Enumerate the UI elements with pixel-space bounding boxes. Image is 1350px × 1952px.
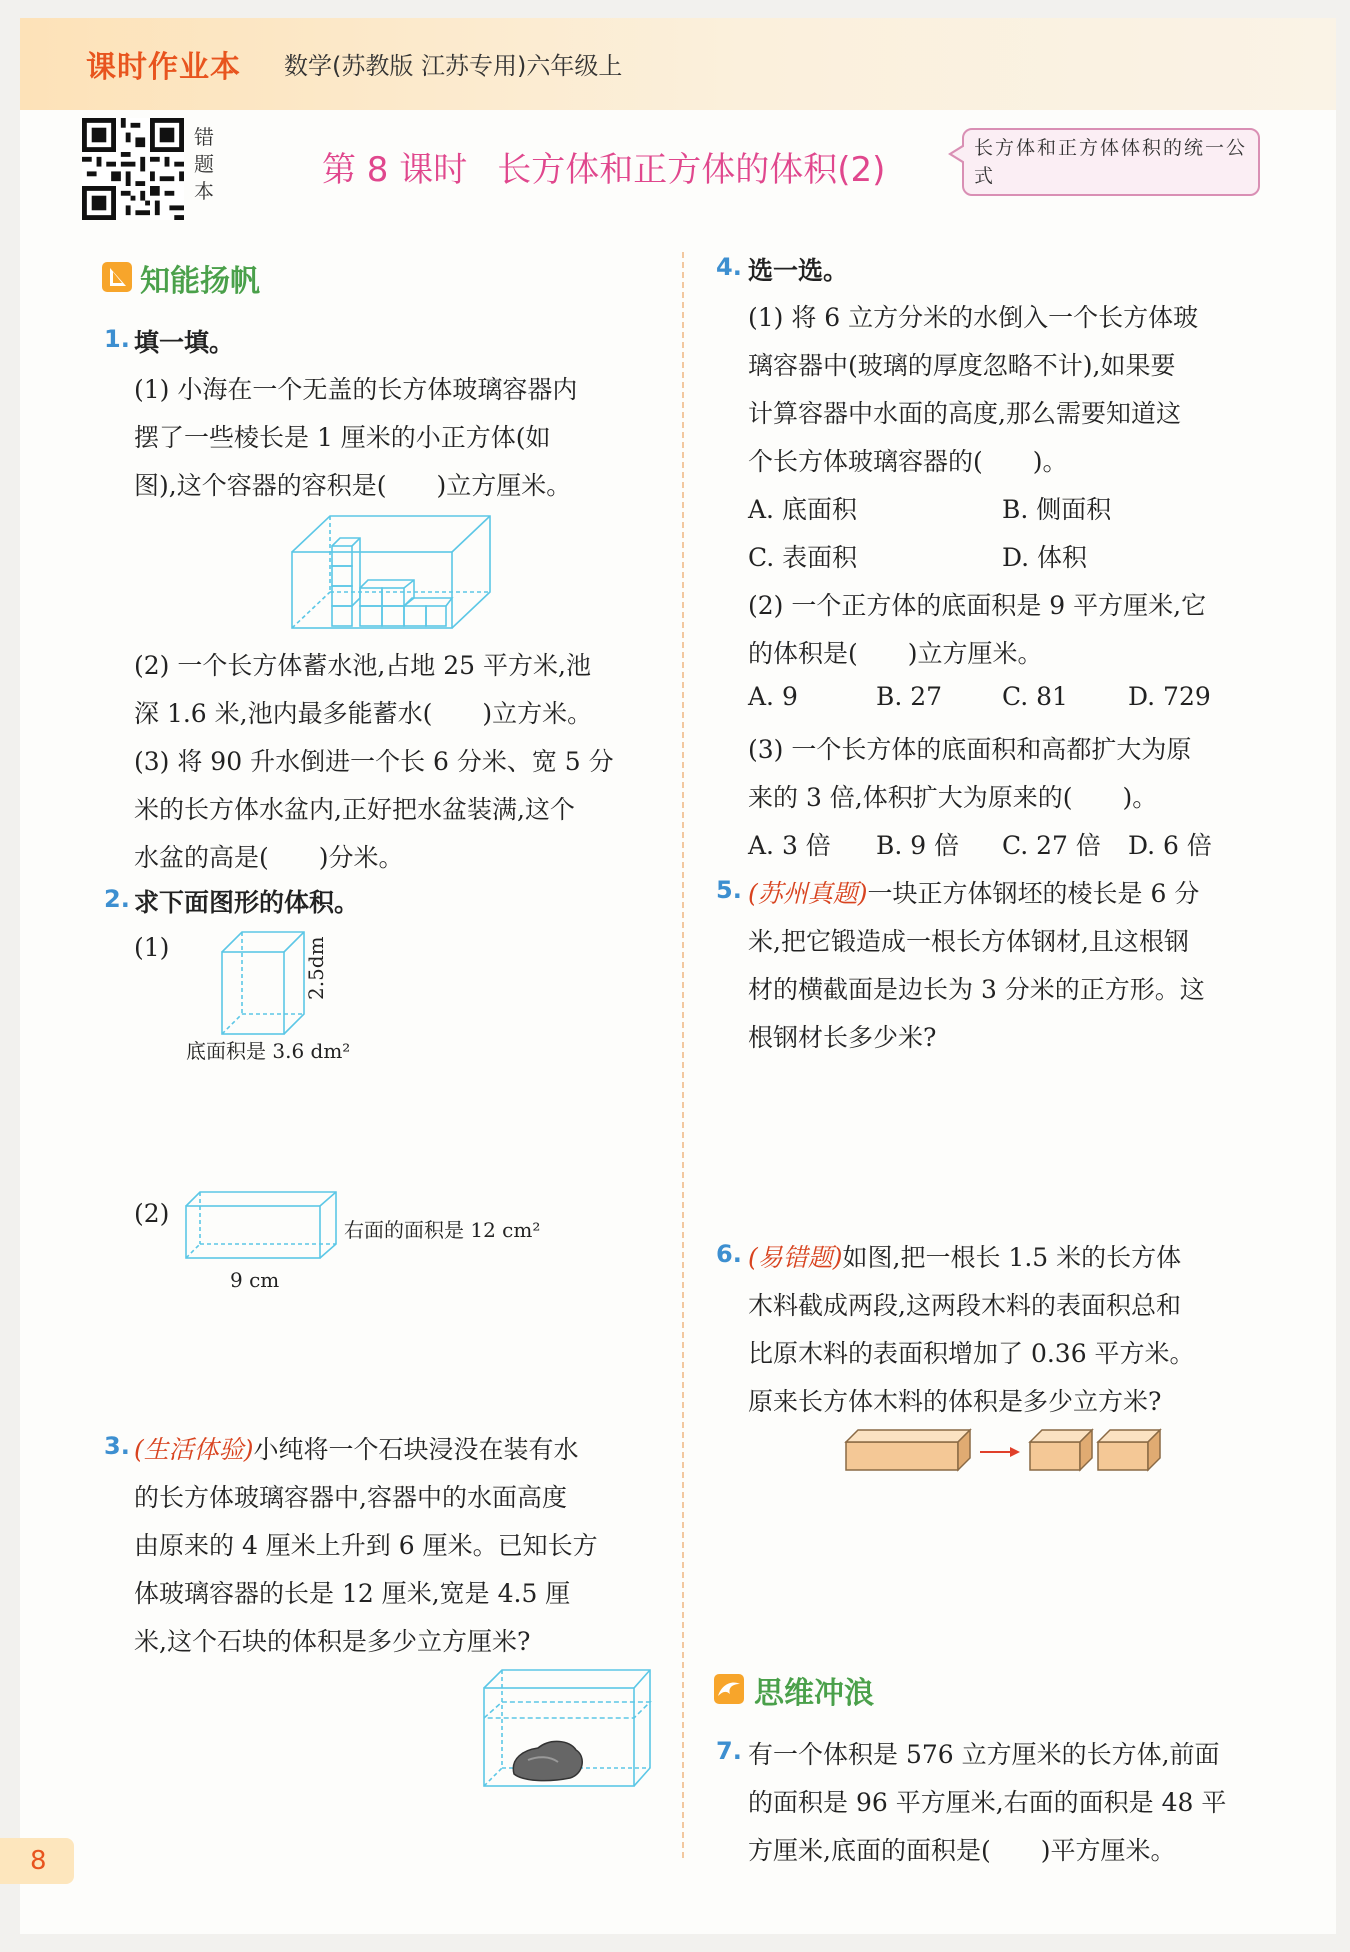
- subject-line: 数学(苏教版 江苏专用)六年级上: [284, 52, 623, 80]
- text-line: 原来长方体木料的体积是多少立方米?: [748, 1387, 1162, 1416]
- text-line: [748, 1238, 1181, 1274]
- qr-code-icon[interactable]: [82, 118, 184, 220]
- column-divider: [682, 252, 684, 1858]
- base-area-label: 底面积是 3.6 dm²: [186, 1039, 351, 1063]
- question-number: 3.: [104, 1432, 130, 1460]
- text-line: 深 1.6 米,池内最多能蓄水( )立方米。: [134, 699, 593, 728]
- glass-container-cubes-figure: [292, 516, 492, 630]
- text-line: 水盆的高是( )分米。: [134, 843, 404, 872]
- stone-in-container-figure: [484, 1670, 652, 1788]
- text-line: 的长方体玻璃容器中,容器中的水面高度: [134, 1483, 567, 1512]
- length-label: 9 cm: [230, 1268, 280, 1292]
- text-line: (2) 一个长方体蓄水池,占地 25 平方米,池: [134, 651, 591, 680]
- text-line: 计算容器中水面的高度,那么需要知道这: [748, 399, 1181, 428]
- text-line: 的面积是 96 平方厘米,右面的面积是 48 平: [748, 1788, 1227, 1817]
- question-number: 4.: [716, 253, 742, 281]
- lesson-title: 长方体和正方体的体积(2): [497, 150, 886, 190]
- text-line: 根钢材长多少米?: [748, 1023, 937, 1052]
- height-label: 2.5dm: [304, 936, 328, 1000]
- text-line: [134, 1430, 579, 1466]
- cuboid-figure-2: [186, 1192, 338, 1260]
- text-line: 个长方体玻璃容器的( )。: [748, 447, 1068, 476]
- text-line: [748, 874, 1199, 910]
- brand-title: 课时作业本: [86, 50, 241, 85]
- text-line: 由原来的 4 厘米上升到 6 厘米。已知长方: [134, 1531, 598, 1560]
- section-title-zhinengyangfan: 知能扬帆: [140, 264, 260, 299]
- wave-icon: [714, 1674, 744, 1704]
- choice-option[interactable]: C. 81: [1002, 682, 1068, 711]
- text-line: (1) 小海在一个无盖的长方体玻璃容器内: [134, 375, 578, 404]
- text-line: 比原木料的表面积增加了 0.36 平方米。: [748, 1339, 1195, 1368]
- choice-option[interactable]: B. 27: [876, 682, 943, 711]
- question-tag: (生活体验): [134, 1435, 254, 1464]
- choice-option[interactable]: C. 表面积: [748, 543, 858, 572]
- arrow-right-icon: [980, 1447, 1020, 1457]
- choice-option[interactable]: C. 27 倍: [1002, 831, 1101, 860]
- page-number-tab: [0, 1838, 74, 1884]
- text-line: 摆了一些棱长是 1 厘米的小正方体(如: [134, 423, 551, 452]
- text-line: (3) 一个长方体的底面积和高都扩大为原: [748, 735, 1192, 764]
- right-area-label: 右面的面积是 12 cm²: [344, 1218, 541, 1242]
- text-line: 材的横截面是边长为 3 分米的正方形。这: [748, 975, 1205, 1004]
- page-number: 8: [30, 1846, 47, 1876]
- choice-option[interactable]: B. 9 倍: [876, 831, 960, 860]
- text-line: (2) 一个正方体的底面积是 9 平方厘米,它: [748, 591, 1207, 620]
- lesson-heading: [322, 142, 885, 191]
- text-line-body: 如图,把一根长 1.5 米的长方体: [842, 1243, 1182, 1272]
- choice-option[interactable]: D. 6 倍: [1128, 831, 1212, 860]
- question-number: 7.: [716, 1737, 742, 1765]
- figure-label: (1): [134, 933, 170, 962]
- text-line: 米,把它锻造成一根长方体钢材,且这根钢: [748, 927, 1189, 956]
- choice-option[interactable]: B. 侧面积: [1002, 495, 1112, 524]
- text-line: 有一个体积是 576 立方厘米的长方体,前面: [748, 1740, 1220, 1769]
- topic-tag: [962, 128, 1260, 196]
- question-number: 5.: [716, 876, 742, 904]
- choice-option[interactable]: A. 底面积: [748, 495, 857, 524]
- cuboid-figure-1: [222, 932, 306, 1036]
- question-tag: (苏州真题): [748, 879, 868, 908]
- text-line: 来的 3 倍,体积扩大为原来的( )。: [748, 783, 1158, 812]
- text-line: (3) 将 90 升水倒进一个长 6 分米、宽 5 分: [134, 747, 614, 776]
- text-line: 体玻璃容器的长是 12 厘米,宽是 4.5 厘: [134, 1579, 571, 1608]
- text-line: 璃容器中(玻璃的厚度忽略不计),如果要: [748, 351, 1176, 380]
- text-line-body: 小纯将一个石块浸没在装有水: [253, 1435, 579, 1464]
- text-line: (1) 将 6 立方分米的水倒入一个长方体玻: [748, 303, 1199, 332]
- question-number: 1.: [104, 325, 130, 353]
- lesson-number: 第 8 课时: [322, 150, 468, 190]
- question-number: 6.: [716, 1240, 742, 1268]
- topic-tag-text: 长方体和正方体体积的统一公式: [974, 137, 1248, 187]
- sail-icon: [102, 262, 132, 292]
- question-number: 2.: [104, 885, 130, 913]
- choice-option[interactable]: D. 729: [1128, 682, 1211, 711]
- question-title: 求下面图形的体积。: [134, 888, 360, 917]
- qr-label: 错题本: [194, 125, 214, 203]
- choice-option[interactable]: D. 体积: [1002, 543, 1088, 572]
- text-line: 的体积是( )立方厘米。: [748, 639, 1043, 668]
- text-line: 米的长方体水盆内,正好把水盆装满,这个: [134, 795, 575, 824]
- text-line: 米,这个石块的体积是多少立方厘米?: [134, 1627, 531, 1656]
- choice-option[interactable]: A. 9: [748, 682, 798, 711]
- choice-option[interactable]: A. 3 倍: [748, 831, 831, 860]
- question-title: 选一选。: [748, 256, 849, 285]
- text-line: 木料截成两段,这两段木料的表面积总和: [748, 1291, 1181, 1320]
- question-tag: (易错题): [748, 1243, 843, 1272]
- text-line-body: 一块正方体钢坯的棱长是 6 分: [867, 879, 1200, 908]
- figure-label: (2): [134, 1199, 170, 1228]
- wood-cut-figure: [846, 1430, 1166, 1474]
- section-title-siweichonglang: 思维冲浪: [754, 1676, 874, 1711]
- question-title: 填一填。: [134, 328, 235, 357]
- text-line: 图),这个容器的容积是( )立方厘米。: [134, 471, 572, 500]
- text-line: 方厘米,底面的面积是( )平方厘米。: [748, 1836, 1176, 1865]
